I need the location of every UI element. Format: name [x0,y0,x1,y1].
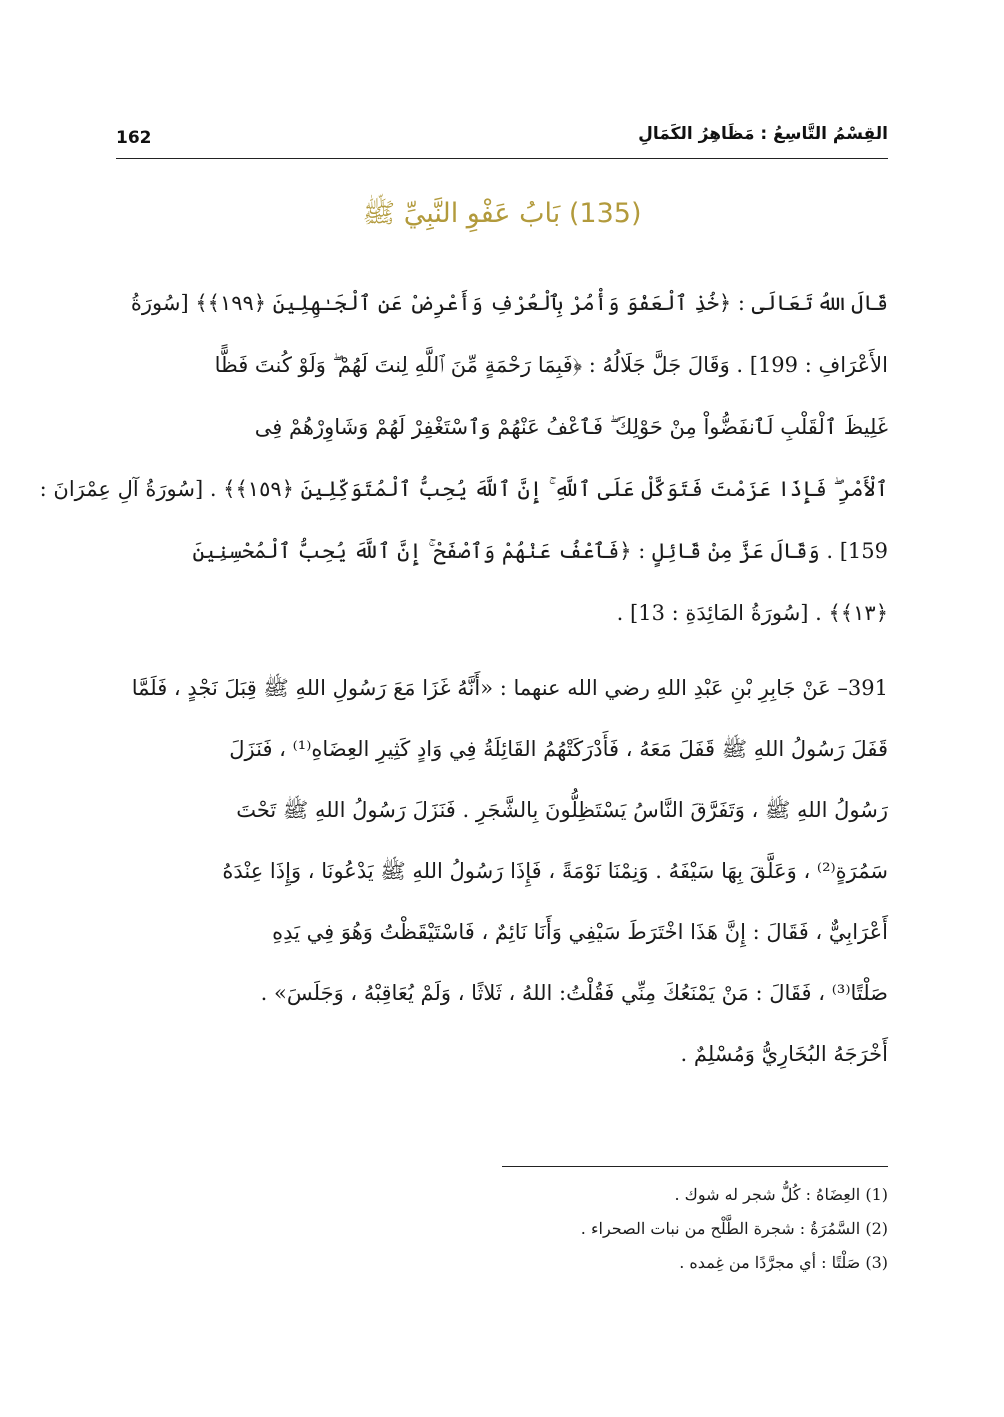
footnote-2: (2) السَّمُرَةُ : شجرة الطَّلْح من نبات الصحراء . [580,1219,888,1238]
footnote-3: (3) صَلْتًا : أي مجرَّدًا من غِمده . [679,1253,888,1272]
intro-line: ﴿١٣﴾﴾ . [سُورَةُ المَائِدَةِ : 13] . [616,601,888,625]
hadith-paragraph [116,658,888,1085]
chapter-title: (135) بَابُ عَفْوِ النَّبِيِّ ﷺ [362,198,642,229]
intro-line: غَلِيظَ ٱلْقَلْبِ لَٱنفَضُّواْ مِنْ حَوْلِكَ ۖ فَٱعْفُ عَنْهُمْ وَٱسْتَغْفِرْ لَهُمْ وَشَاوِرْهُمْ فِى [254,415,888,439]
page-number: 162 [116,128,152,148]
footnotes [116,1178,888,1280]
running-title: القِسْمُ التَّاسِعُ : مَظَاهِرُ الكَمَالِ [638,124,888,144]
hadith-line: رَسُولُ اللهِ ﷺ ، وَتَفَرَّقَ النَّاسُ يَسْتَظِلُّونَ بِالشَّجَرِ . فَنَزَلَ رَسُولُ اللهِ ﷺ تَحْتَ [236,798,888,822]
footnote-1: (1) العِضَاهُ : كُلُّ شجر له شوك . [674,1185,888,1204]
intro-line: قَالَ اللهُ تَعَالَى : ﴿خُذِ ٱلْعَفْوَ وَأْمُرْ بِٱلْعُرْفِ وَأَعْرِضْ عَنِ ٱلْجَـٰهِلِينَ ﴿١٩٩﴾﴾ [سُورَةُ [130,291,888,315]
hadith-line: أَعْرَابِيٌّ ، فَقَالَ : إِنَّ هَذَا اخْتَرَطَ سَيْفِي وَأَنَا نَائِمٌ ، فَاسْتَيْقَظْتُ وَهُوَ فِي يَدِهِ [272,920,888,944]
intro-line: 159] . وَقَالَ عَزَّ مِنْ قَائِلٍ : ﴿فَٱعْفُ عَنْهُمْ وَٱصْفَحْ ۚ إِنَّ ٱللَّهَ يُحِبُّ ٱلْمُحْسِنِينَ [192,539,888,563]
footnote-divider [502,1166,888,1167]
hadith-line: أَخْرَجَهُ البُخَارِيُّ وَمُسْلِمٌ . [680,1042,888,1066]
hadith-line: قَفَلَ رَسُولُ اللهِ ﷺ قَفَلَ مَعَهُ ، فَأَدْرَكَتْهُمُ القَائِلَةُ فِي وَادٍ كَثِيرِ العِضَاهِ⁽¹⁾ ، فَنَزَلَ [229,737,888,761]
hadith-line: صَلْتًا⁽³⁾ ، فَقَالَ : مَنْ يَمْنَعُكَ مِنِّي فَقُلْتُ: اللهُ ، ثَلاثًا ، وَلَمْ يُعَاقِبْهُ ، وَجَلَسَ» . [260,981,888,1005]
hadith-line: 391– عَنْ جَابِرِ بْنِ عَبْدِ اللهِ رضي الله عنهما : «أَنَّهُ غَزَا مَعَ رَسُولِ اللهِ ﷺ قِبَلَ نَجْدٍ ، فَلَمَّا [131,676,888,700]
intro-line: ٱلْأَمْرِ ۖ فَإِذَا عَزَمْتَ فَتَوَكَّلْ عَلَى ٱللَّهِ ۚ إِنَّ ٱللَّهَ يُحِبُّ ٱلْمُتَوَكِّلِينَ ﴿١٥٩﴾﴾ . [سُورَةُ آلِ عِمْرَانَ : [39,477,888,501]
intro-paragraph [39,272,888,644]
intro-line: الأَعْرَافِ : 199] . وَقَالَ جَلَّ جَلَالُهُ : ﴿فَبِمَا رَحْمَةٍ مِّنَ ٱللَّهِ لِنتَ لَهُمْ ۖ وَلَوْ كُنتَ فَظًّا [214,353,888,377]
hadith-line: سَمُرَةٍ⁽²⁾ ، وَعَلَّقَ بِهَا سَيْفَهُ . وَنِمْنَا نَوْمَةً ، فَإِذَا رَسُولُ اللهِ ﷺ يَدْعُونَا ، وَإِذَا عِنْدَهُ [222,859,888,883]
page-header [116,118,888,159]
